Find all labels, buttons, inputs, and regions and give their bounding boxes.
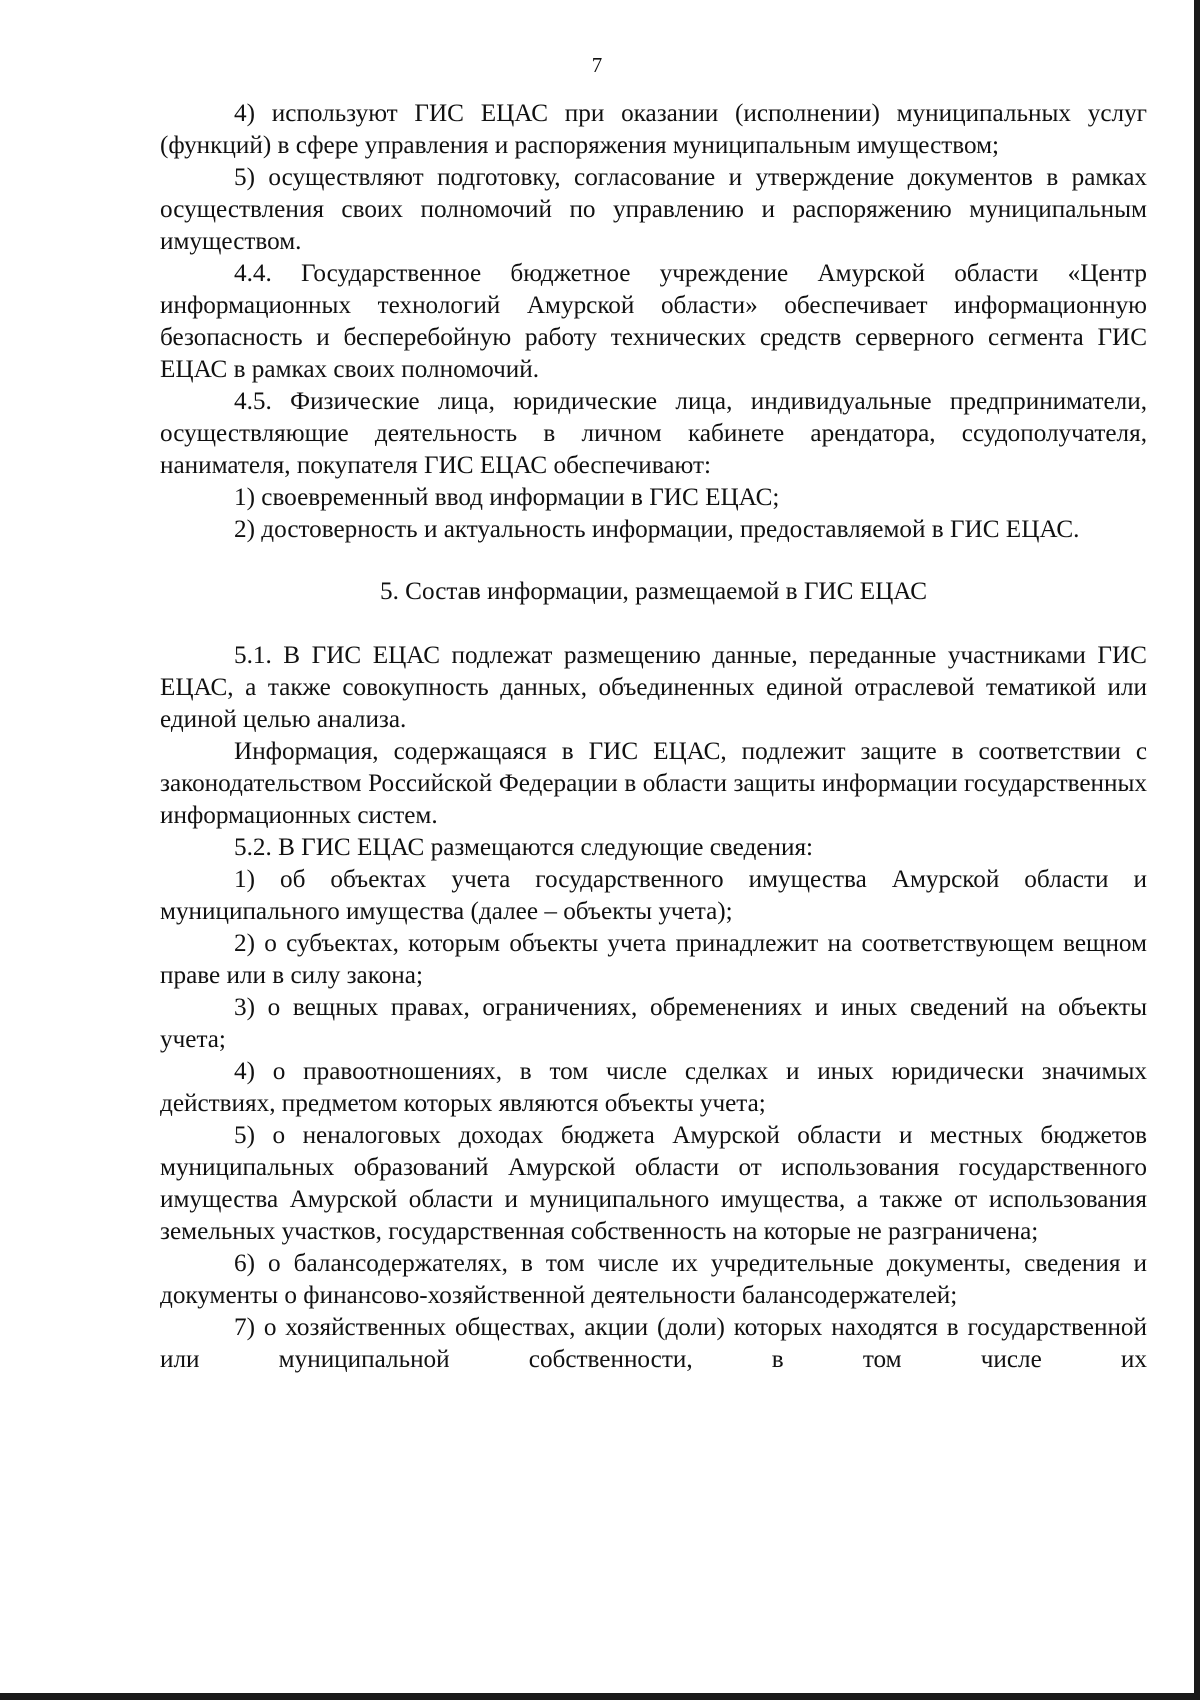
paragraph-5-2: 5.2. В ГИС ЕЦАС размещаются следующие сведения:: [234, 834, 814, 861]
document-body: [160, 98, 1147, 1376]
paragraph-4-5: 4.5. Физические лица, юридические лица, индивидуальные предприниматели, осуществляющие деятельность в личном кабинете арендатора, ссудополучателя, нанимателя, покупателя ГИС ЕЦАС обеспечивают:: [160, 388, 1147, 479]
paragraph-4-item-5: 5) осуществляют подготовку, согласование и утверждение документов в рамках осуществления своих полномочий по управлению и распоряжению муниципальным имуществом.: [160, 164, 1147, 255]
paragraph-5-2-item-6: 6) о балансодержателях, в том числе их учредительные документы, сведения и документы о финансово-хозяйственной деятельности балансодержателей;: [160, 1250, 1147, 1309]
paragraph-5-2-item-2: 2) о субъектах, которым объекты учета принадлежит на соответствующем вещном праве или в силу закона;: [160, 930, 1147, 989]
paragraph-5-2-item-7: 7) о хозяйственных обществах, акции (доли) которых находятся в государственной или муниципальной собственности, в том числе их: [160, 1314, 1147, 1373]
paragraph-4-4: 4.4. Государственное бюджетное учреждение Амурской области «Центр информационных технологий Амурской области» обеспечивает информационную безопасность и бесперебойную работу технических средств серверного сегмента ГИС ЕЦАС в рамках своих полномочий.: [160, 260, 1147, 383]
paragraph-5-2-item-1: 1) об объектах учета государственного имущества Амурской области и муниципального имущества (далее – объекты учета);: [160, 866, 1147, 925]
paragraph-5-1: 5.1. В ГИС ЕЦАС подлежат размещению данные, переданные участниками ГИС ЕЦАС, а также совокупность данных, объединенных единой отраслевой тематикой или единой целью анализа.: [160, 642, 1147, 733]
paragraph-5-2-item-3: 3) о вещных правах, ограничениях, обременениях и иных сведений на объекты учета;: [160, 994, 1147, 1053]
paragraph-5-2-item-5: 5) о неналоговых доходах бюджета Амурской области и местных бюджетов муниципальных образований Амурской области от использования государственного имущества Амурской области и муниципального имущества, а также от использования земельных участков, государственная собственность на которые не разграничена;: [160, 1122, 1147, 1245]
paragraph-4-5-item-2: 2) достоверность и актуальность информации, предоставляемой в ГИС ЕЦАС.: [234, 516, 1080, 543]
paragraph-information-protection: Информация, содержащаяся в ГИС ЕЦАС, подлежит защите в соответствии с законодательством Российской Федерации в области защиты информации государственных информационных систем.: [160, 738, 1147, 829]
page-number: 7: [591, 53, 603, 77]
paragraph-4-5-item-1: 1) своевременный ввод информации в ГИС ЕЦАС;: [234, 484, 780, 511]
section-heading: 5. Состав информации, размещаемой в ГИС ЕЦАС: [379, 578, 928, 605]
paragraph-4-item-4: 4) используют ГИС ЕЦАС при оказании (исполнении) муниципальных услуг (функций) в сфере управления и распоряжения муниципальным имуществом;: [160, 100, 1147, 159]
paragraph-5-2-item-4: 4) о правоотношениях, в том числе сделках и иных юридически значимых действиях, предметом которых являются объекты учета;: [160, 1058, 1147, 1117]
